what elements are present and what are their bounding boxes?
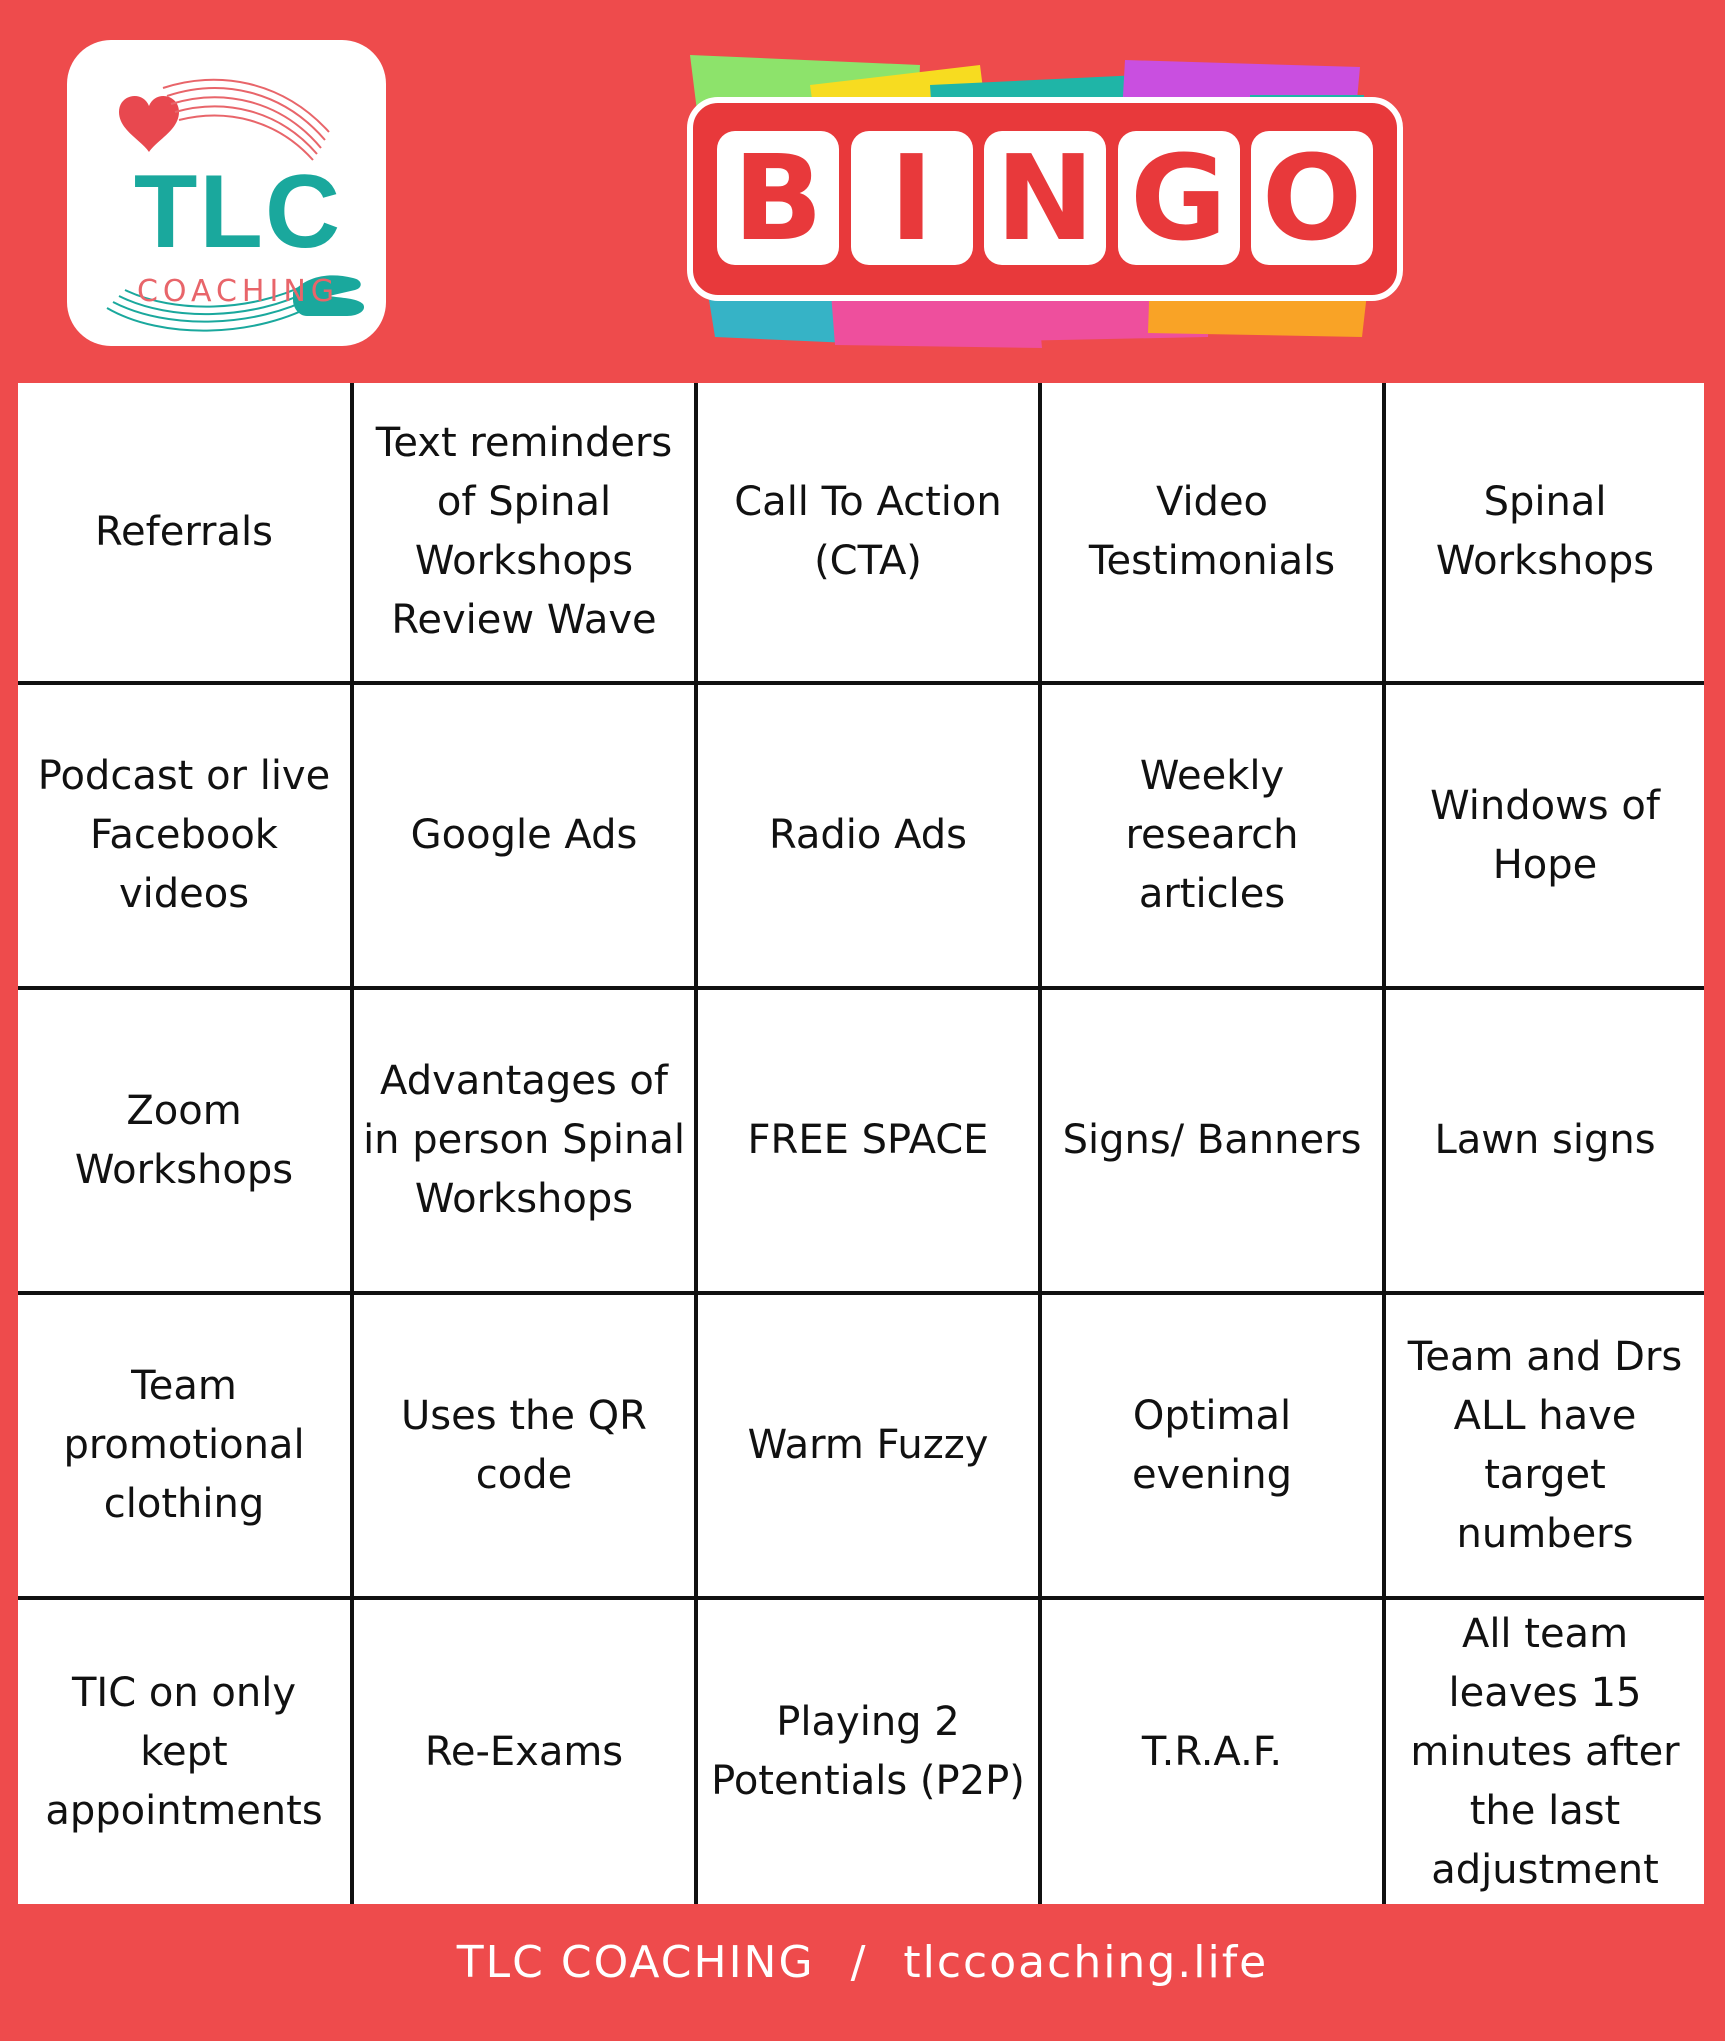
bingo-cell[interactable] <box>698 1295 1042 1600</box>
bingo-cell[interactable] <box>18 383 354 685</box>
footer-brand: TLC COACHING <box>456 1937 815 1988</box>
cell-label: Optimal evening <box>1131 1392 1293 1498</box>
bingo-cell[interactable] <box>18 990 354 1295</box>
bingo-grid <box>18 383 1704 1904</box>
bingo-letter-g: G <box>1118 131 1240 265</box>
cell-label: Team and Drs ALL have target numbers <box>1407 1333 1683 1557</box>
bingo-cell[interactable] <box>698 685 1042 990</box>
bingo-cell[interactable] <box>1386 383 1704 685</box>
cell-label: Call To Action (CTA) <box>734 479 1002 584</box>
cell-label: Warm Fuzzy <box>747 1422 989 1468</box>
bingo-cell[interactable] <box>354 383 698 685</box>
cell-label: All team leaves 15 minutes after the last adjustment <box>1410 1610 1680 1893</box>
bingo-cell[interactable] <box>354 990 698 1295</box>
footer-url[interactable]: tlccoaching.life <box>903 1937 1269 1988</box>
bingo-cell[interactable] <box>1386 685 1704 990</box>
cell-label: FREE SPACE <box>747 1117 989 1163</box>
cell-label: Windows of Hope <box>1430 782 1660 888</box>
bingo-cell[interactable] <box>354 685 698 990</box>
free-space-cell[interactable] <box>698 990 1042 1295</box>
bingo-cell[interactable] <box>698 383 1042 685</box>
logo-coaching-text: COACHING <box>136 274 340 309</box>
bingo-cell[interactable] <box>354 1600 698 1904</box>
footer <box>0 1920 1725 2005</box>
bingo-cell[interactable] <box>1042 1295 1386 1600</box>
bingo-cell[interactable] <box>1386 1600 1704 1904</box>
tlc-coaching-logo <box>67 40 386 346</box>
cell-label: Weekly research articles <box>1125 753 1299 917</box>
cell-label: Radio Ads <box>768 812 967 858</box>
cell-label: TIC on only kept appointments <box>45 1669 323 1834</box>
bingo-cell[interactable] <box>1042 685 1386 990</box>
bingo-cell[interactable] <box>1386 1295 1704 1600</box>
bingo-letters <box>717 123 1373 273</box>
cell-label: T.R.A.F. <box>1141 1728 1283 1775</box>
heart-icon <box>119 96 179 152</box>
footer-separator: / <box>850 1937 868 1988</box>
cell-label: Referrals <box>95 508 273 555</box>
bingo-cell[interactable] <box>1042 383 1386 685</box>
bingo-cell[interactable] <box>1386 990 1704 1295</box>
cell-label: Text reminders of Spinal Workshops Review Wave <box>375 420 673 643</box>
cell-label: Uses the QR code <box>401 1392 647 1498</box>
bingo-cell[interactable] <box>18 685 354 990</box>
cell-label: Advantages of in person Spinal Workshops <box>363 1058 685 1222</box>
cell-label: Spinal Workshops <box>1435 479 1655 584</box>
bingo-letter-b: B <box>717 131 839 265</box>
cell-label: Signs/ Banners <box>1062 1117 1362 1163</box>
cell-label: Re-Exams <box>424 1728 624 1775</box>
cell-label: Google Ads <box>410 812 638 858</box>
bingo-cell[interactable] <box>18 1295 354 1600</box>
cell-label: Team promotional clothing <box>63 1363 305 1527</box>
logo-tlc-text: TLC <box>133 154 343 270</box>
bingo-letter-n: N <box>984 131 1106 265</box>
cell-label: Video Testimonials <box>1088 479 1336 584</box>
bingo-cell[interactable] <box>698 1600 1042 1904</box>
bingo-letter-i: I <box>851 131 973 265</box>
cell-label: Zoom Workshops <box>74 1087 294 1193</box>
bingo-letter-o: O <box>1251 131 1373 265</box>
bingo-cell[interactable] <box>354 1295 698 1600</box>
bingo-cell[interactable] <box>1042 1600 1386 1904</box>
cell-label: Podcast or live Facebook videos <box>37 753 331 917</box>
bingo-cell[interactable] <box>18 1600 354 1904</box>
bingo-cell[interactable] <box>1042 990 1386 1295</box>
cell-label: Playing 2 Potentials (P2P) <box>711 1699 1025 1804</box>
cell-label: Lawn signs <box>1434 1117 1656 1163</box>
bingo-title <box>680 45 1410 355</box>
